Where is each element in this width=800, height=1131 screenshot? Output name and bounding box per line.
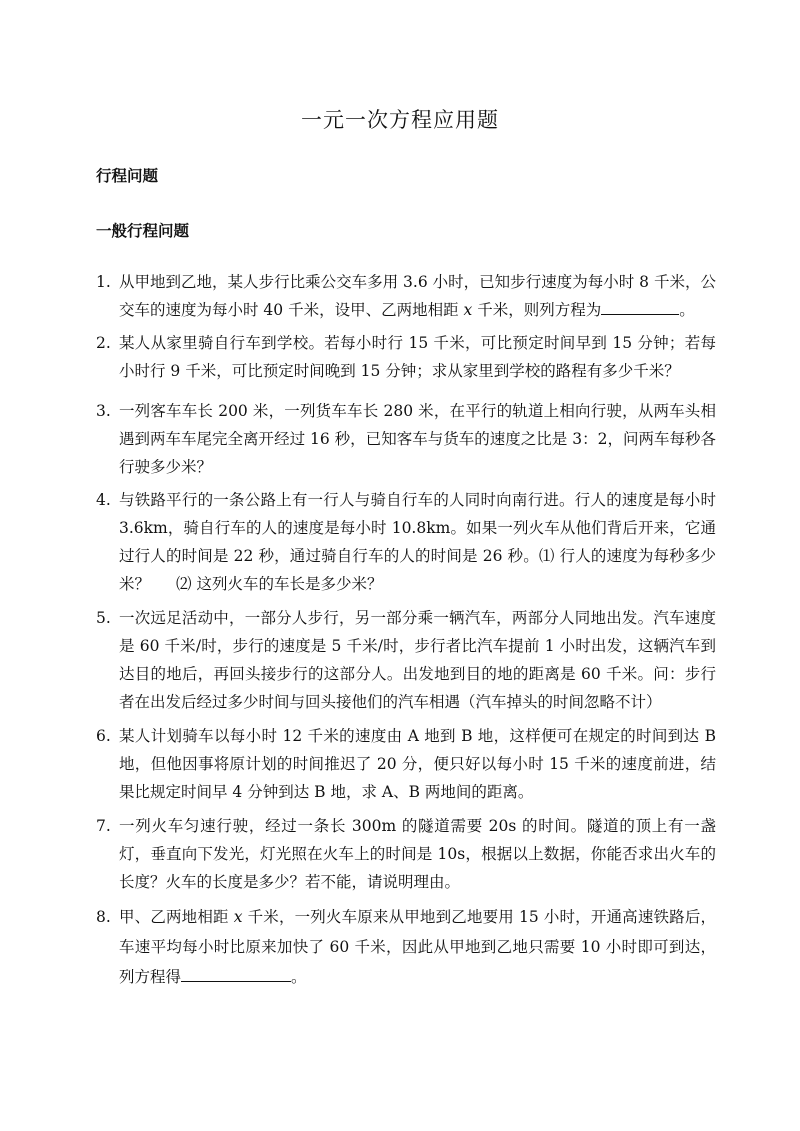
problem-number: 3. [96,402,111,420]
problem-text: 一次远足活动中，一部分人步行，另一部分乘一辆汽车，两部分人同地出发。汽车速度是 60 千米/时，步行的速度是 5 千米/时，步行者比汽车提前 1 小时出发，这辆汽车到达目的地后，再回头接步行的这部分人。出发地到目的地的距离是 60 千米。问：步行者在出发后经过多少时间与回头接他们的汽车相遇（汽车掉头的时间忽略不计） [119,609,716,711]
problem-text: 甲、乙两地相距 x 千米，一列火车原来从甲地到乙地要用 15 小时，开通高速铁路后，车速平均每小时比原来加快了 60 千米，因此从甲地到乙地只需要 10 小时即可到达，列方程得 。 [119,908,716,986]
variable-x: x [463,301,473,319]
problem-text: 某人计划骑车以每小时 12 千米的速度由 A 地到 B 地，这样便可在规定的时间到达 B 地，但他因事将原计划的时间推迟了 20 分，便只好以每小时 15 千米的速度前进，结果比规定时间早 4 分钟到达 B 地，求 A、B 两地间的距离。 [119,727,716,801]
problem-number: 1. [96,273,111,291]
problem-3 [96,397,716,481]
answer-blank[interactable] [601,298,679,315]
problem-number: 4. [96,491,111,509]
problem-text: 从甲地到乙地，某人步行比乘公交车多用 3.6 小时，已知步行速度为每小时 8 千米，公交车的速度为每小时 40 千米，设甲、乙两地相距 x 千米，则列方程为 。 [119,273,716,319]
problem-number: 6. [96,727,111,745]
problem-4 [96,486,716,598]
variable-x: x [233,908,243,926]
problem-text: 与铁路平行的一条公路上有一行人与骑自行车的人同时向南行进。行人的速度是每小时 3.6km，骑自行车的人的速度是每小时 10.8km。如果一列火车从他们背后开来，它通过行人的时间是 22 秒，通过骑自行车的人的时间是 26 秒。⑴ 行人的速度为每秒多少米？ ⑵ 这列火车的车长是多少米？ [119,491,716,593]
problem-number: 7. [96,817,111,835]
problem-7 [96,812,716,896]
problem-number: 8. [96,908,111,926]
problem-text: 某人从家里骑自行车到学校。若每小时行 15 千米，可比预定时间早到 15 分钟；若每小时行 9 千米，可比预定时间晚到 15 分钟；求从家里到学校的路程有多少千米？ [119,334,716,380]
document-title: 一元一次方程应用题 [301,108,499,132]
problem-number: 2. [96,334,111,352]
problem-2 [96,329,716,385]
problem-1 [96,268,716,324]
problem-text: 一列客车车长 200 米，一列货车车长 280 米，在平行的轨道上相向行驶，从两车头相遇到两车车尾完全离开经过 16 秒，已知客车与货车的速度之比是 3：2，问两车每秒各行驶多少米？ [119,402,716,476]
problem-6 [96,722,716,806]
problem-8 [96,902,716,992]
subsection-heading: 一般行程问题 [96,221,190,240]
problem-5 [96,604,716,716]
answer-blank[interactable] [181,965,291,982]
section-heading: 行程问题 [96,166,159,185]
problem-number: 5. [96,609,111,627]
problem-text: 一列火车匀速行驶，经过一条长 300m 的隧道需要 20s 的时间。隧道的顶上有一盏灯，垂直向下发光，灯光照在火车上的时间是 10s，根据以上数据，你能否求出火车的长度？火车的长度是多少？若不能，请说明理由。 [119,817,716,891]
